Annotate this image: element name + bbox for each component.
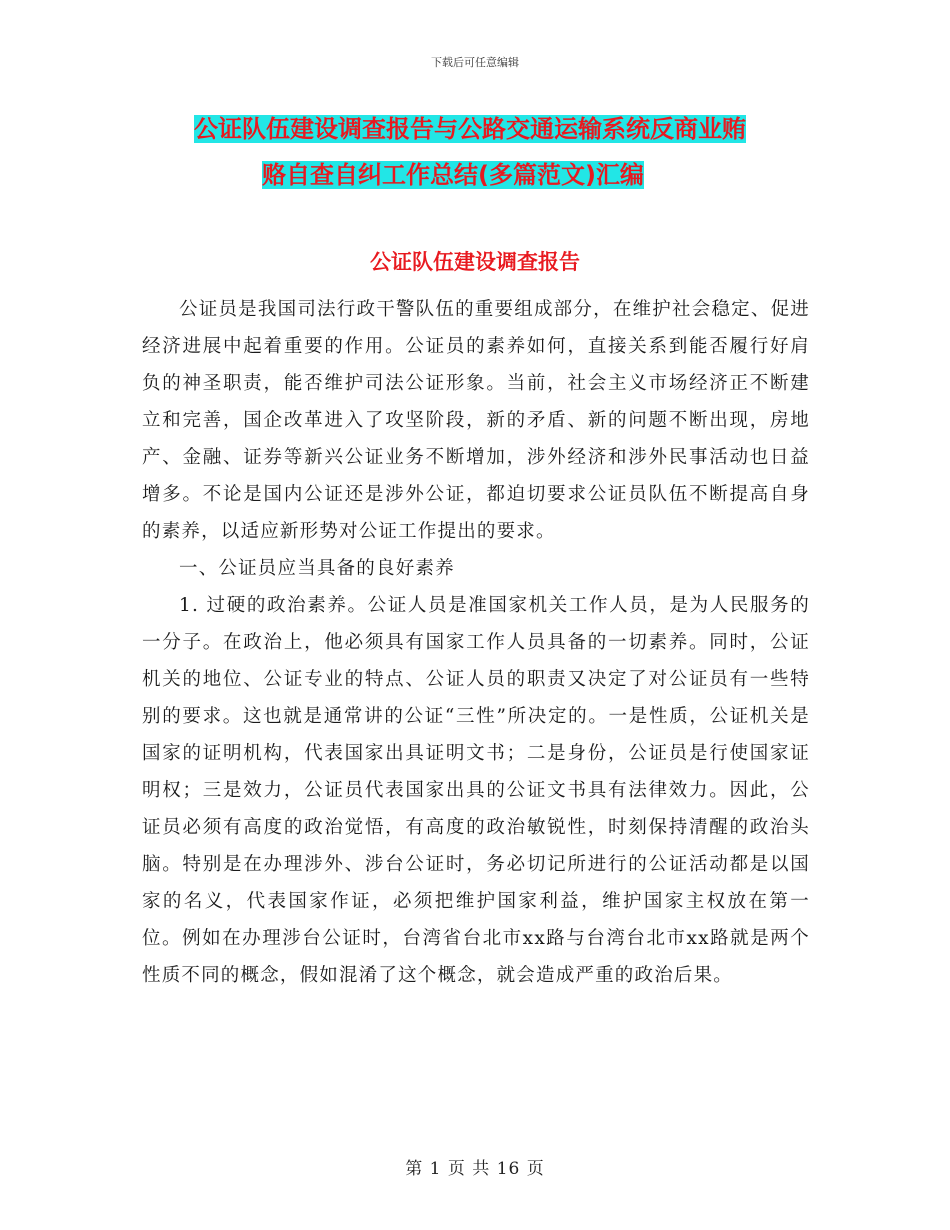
document-title-line-2 (140, 152, 810, 198)
paragraph-intro: 公证员是我国司法行政干警队伍的重要组成部分，在维护社会稳定、促进经济进展中起着重要的作用。公证员的素养如何，直接关系到能否履行好肩负的神圣职责，能否维护司法公证形象。当前，社会主义市场经济正不断建立和完善，国企改革进入了攻坚阶段，新的矛盾、新的问题不断出现，房地产、金融、证券等新兴公证业务不断增加，涉外经济和涉外民事活动也日益增多。不论是国内公证还是涉外公证，都迫切要求公证员队伍不断提高自身的素养，以适应新形势对公证工作提出的要求。 (142, 299, 810, 542)
document-title-line-1 (140, 106, 810, 152)
paragraph-heading: 一、公证员应当具备的良好素养 (179, 558, 455, 579)
body-text (142, 291, 810, 994)
header-note: 下载后可任意编辑 (431, 56, 519, 69)
title-highlight: 赂自查自纠工作总结(多篇范文)汇编 (262, 161, 644, 189)
paragraph-political-quality: 1. 过硬的政治素养。公证人员是准国家机关工作人员，是为人民服务的一分子。在政治上，他必须具有国家工作人员具备的一切素养。同时，公证机关的地位、公证专业的特点、公证人员的职责又决定了对公证员有一些特别的要求。这也就是通常讲的公证“三性”所决定的。一是性质，公证机关是国家的证明机构，代表国家出具证明文书；二是身份，公证员是行使国家证明权；三是效力，公证员代表国家出具的公证文书具有法律效力。因此，公证员必须有高度的政治觉悟，有高度的政治敏锐性，时刻保持清醒的政治头脑。特别是在办理涉外、涉台公证时，务必切记所进行的公证活动都是以国家的名义，代表国家作证，必须把维护国家利益，维护国家主权放在第一位。例如在办理涉台公证时，台湾省台北市xx路与台湾台北市xx路就是两个性质不同的概念，假如混淆了这个概念，就会造成严重的政治后果。 (142, 595, 810, 986)
page-number-footer: 第 1 页 共 16 页 (405, 1159, 545, 1179)
document-title (140, 106, 810, 198)
title-highlight: 公证队伍建设调查报告与公路交通运输系统反商业贿 (194, 115, 746, 143)
section-title: 公证队伍建设调查报告 (370, 250, 580, 274)
